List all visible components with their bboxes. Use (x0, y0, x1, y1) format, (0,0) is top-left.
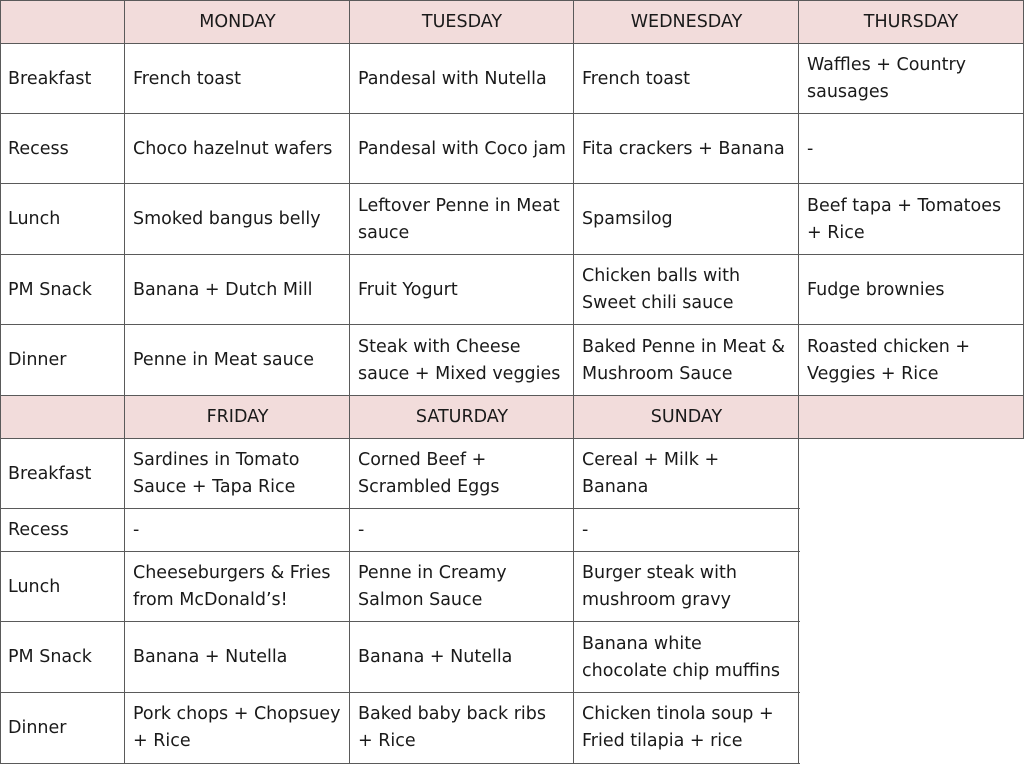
table-cell: Leftover Penne in Meat sauce (350, 184, 574, 255)
table-cell: Pandesal with Nutella (350, 44, 574, 114)
grid-line (0, 551, 800, 552)
grid-line (124, 0, 125, 764)
table-cell: Baked baby back ribs + Rice (350, 693, 574, 763)
table-cell: Pandesal with Coco jam (350, 114, 574, 184)
table-cell: Cheeseburgers & Fries from McDonald’s! (125, 552, 350, 622)
grid-line (0, 508, 800, 509)
table-cell: Fruit Yogurt (350, 255, 574, 325)
table-cell: Smoked bangus belly (125, 184, 350, 255)
day-header-monday: MONDAY (125, 0, 350, 44)
grid-line (0, 621, 800, 622)
table-cell: Burger steak with mushroom gravy (574, 552, 799, 622)
day-header-wednesday: WEDNESDAY (574, 0, 799, 44)
day-header-sunday: SUNDAY (574, 396, 799, 439)
corner-header-cell (0, 396, 125, 439)
table-cell: Beef tapa + Tomatoes + Rice (799, 184, 1023, 255)
table-cell: French toast (125, 44, 350, 114)
grid-line (798, 0, 799, 764)
grid-line (0, 113, 1024, 114)
grid-line (0, 0, 1024, 1)
grid-line (0, 692, 800, 693)
day-header-friday: FRIDAY (125, 396, 350, 439)
table-cell: Penne in Meat sauce (125, 325, 350, 396)
table-cell: - (350, 509, 574, 552)
meal-label-recess: Recess (0, 509, 125, 552)
grid-line (0, 763, 800, 764)
grid-line (0, 254, 1024, 255)
table-cell: Banana + Nutella (350, 622, 574, 693)
table-cell: Fita crackers + Banana (574, 114, 799, 184)
grid-line (0, 438, 1024, 439)
table-cell: Penne in Creamy Salmon Sauce (350, 552, 574, 622)
meal-label-breakfast: Breakfast (0, 44, 125, 114)
grid-line (573, 0, 574, 764)
meal-label-dinner: Dinner (0, 693, 125, 763)
day-header-tuesday: TUESDAY (350, 0, 574, 44)
table-cell: Chicken balls with Sweet chili sauce (574, 255, 799, 325)
table-cell: Waffles + Country sausages (799, 44, 1023, 114)
meal-label-lunch: Lunch (0, 184, 125, 255)
table-cell: - (574, 509, 799, 552)
table-cell: Fudge brownies (799, 255, 1023, 325)
table-cell: Pork chops + Chopsuey + Rice (125, 693, 350, 763)
table-cell: Banana + Nutella (125, 622, 350, 693)
table-cell: - (125, 509, 350, 552)
table-cell: - (799, 114, 1023, 184)
meal-label-pm-snack: PM Snack (0, 622, 125, 693)
grid-line (0, 0, 1, 764)
table-cell: Corned Beef + Scrambled Eggs (350, 439, 574, 509)
table-cell: Sardines in Tomato Sauce + Tapa Rice (125, 439, 350, 509)
grid-line (0, 395, 1024, 396)
table-cell: Banana + Dutch Mill (125, 255, 350, 325)
table-cell: Chicken tinola soup + Fried tilapia + rice (574, 693, 799, 763)
table-cell: Choco hazelnut wafers (125, 114, 350, 184)
meal-label-pm-snack: PM Snack (0, 255, 125, 325)
meal-label-lunch: Lunch (0, 552, 125, 622)
table-cell: Cereal + Milk + Banana (574, 439, 799, 509)
meal-label-breakfast: Breakfast (0, 439, 125, 509)
grid-line (0, 183, 1024, 184)
table-cell: Steak with Cheese sauce + Mixed veggies (350, 325, 574, 396)
empty-header-cell (799, 396, 1023, 439)
table-cell: Baked Penne in Meat & Mushroom Sauce (574, 325, 799, 396)
grid-line (349, 0, 350, 764)
meal-label-dinner: Dinner (0, 325, 125, 396)
corner-header-cell (0, 0, 125, 44)
table-cell: Roasted chicken + Veggies + Rice (799, 325, 1023, 396)
grid-line (0, 324, 1024, 325)
grid-line (0, 43, 1024, 44)
day-header-saturday: SATURDAY (350, 396, 574, 439)
meal-label-recess: Recess (0, 114, 125, 184)
table-cell: Spamsilog (574, 184, 799, 255)
table-cell: French toast (574, 44, 799, 114)
day-header-thursday: THURSDAY (799, 0, 1023, 44)
table-cell: Banana white chocolate chip muffins (574, 622, 799, 693)
